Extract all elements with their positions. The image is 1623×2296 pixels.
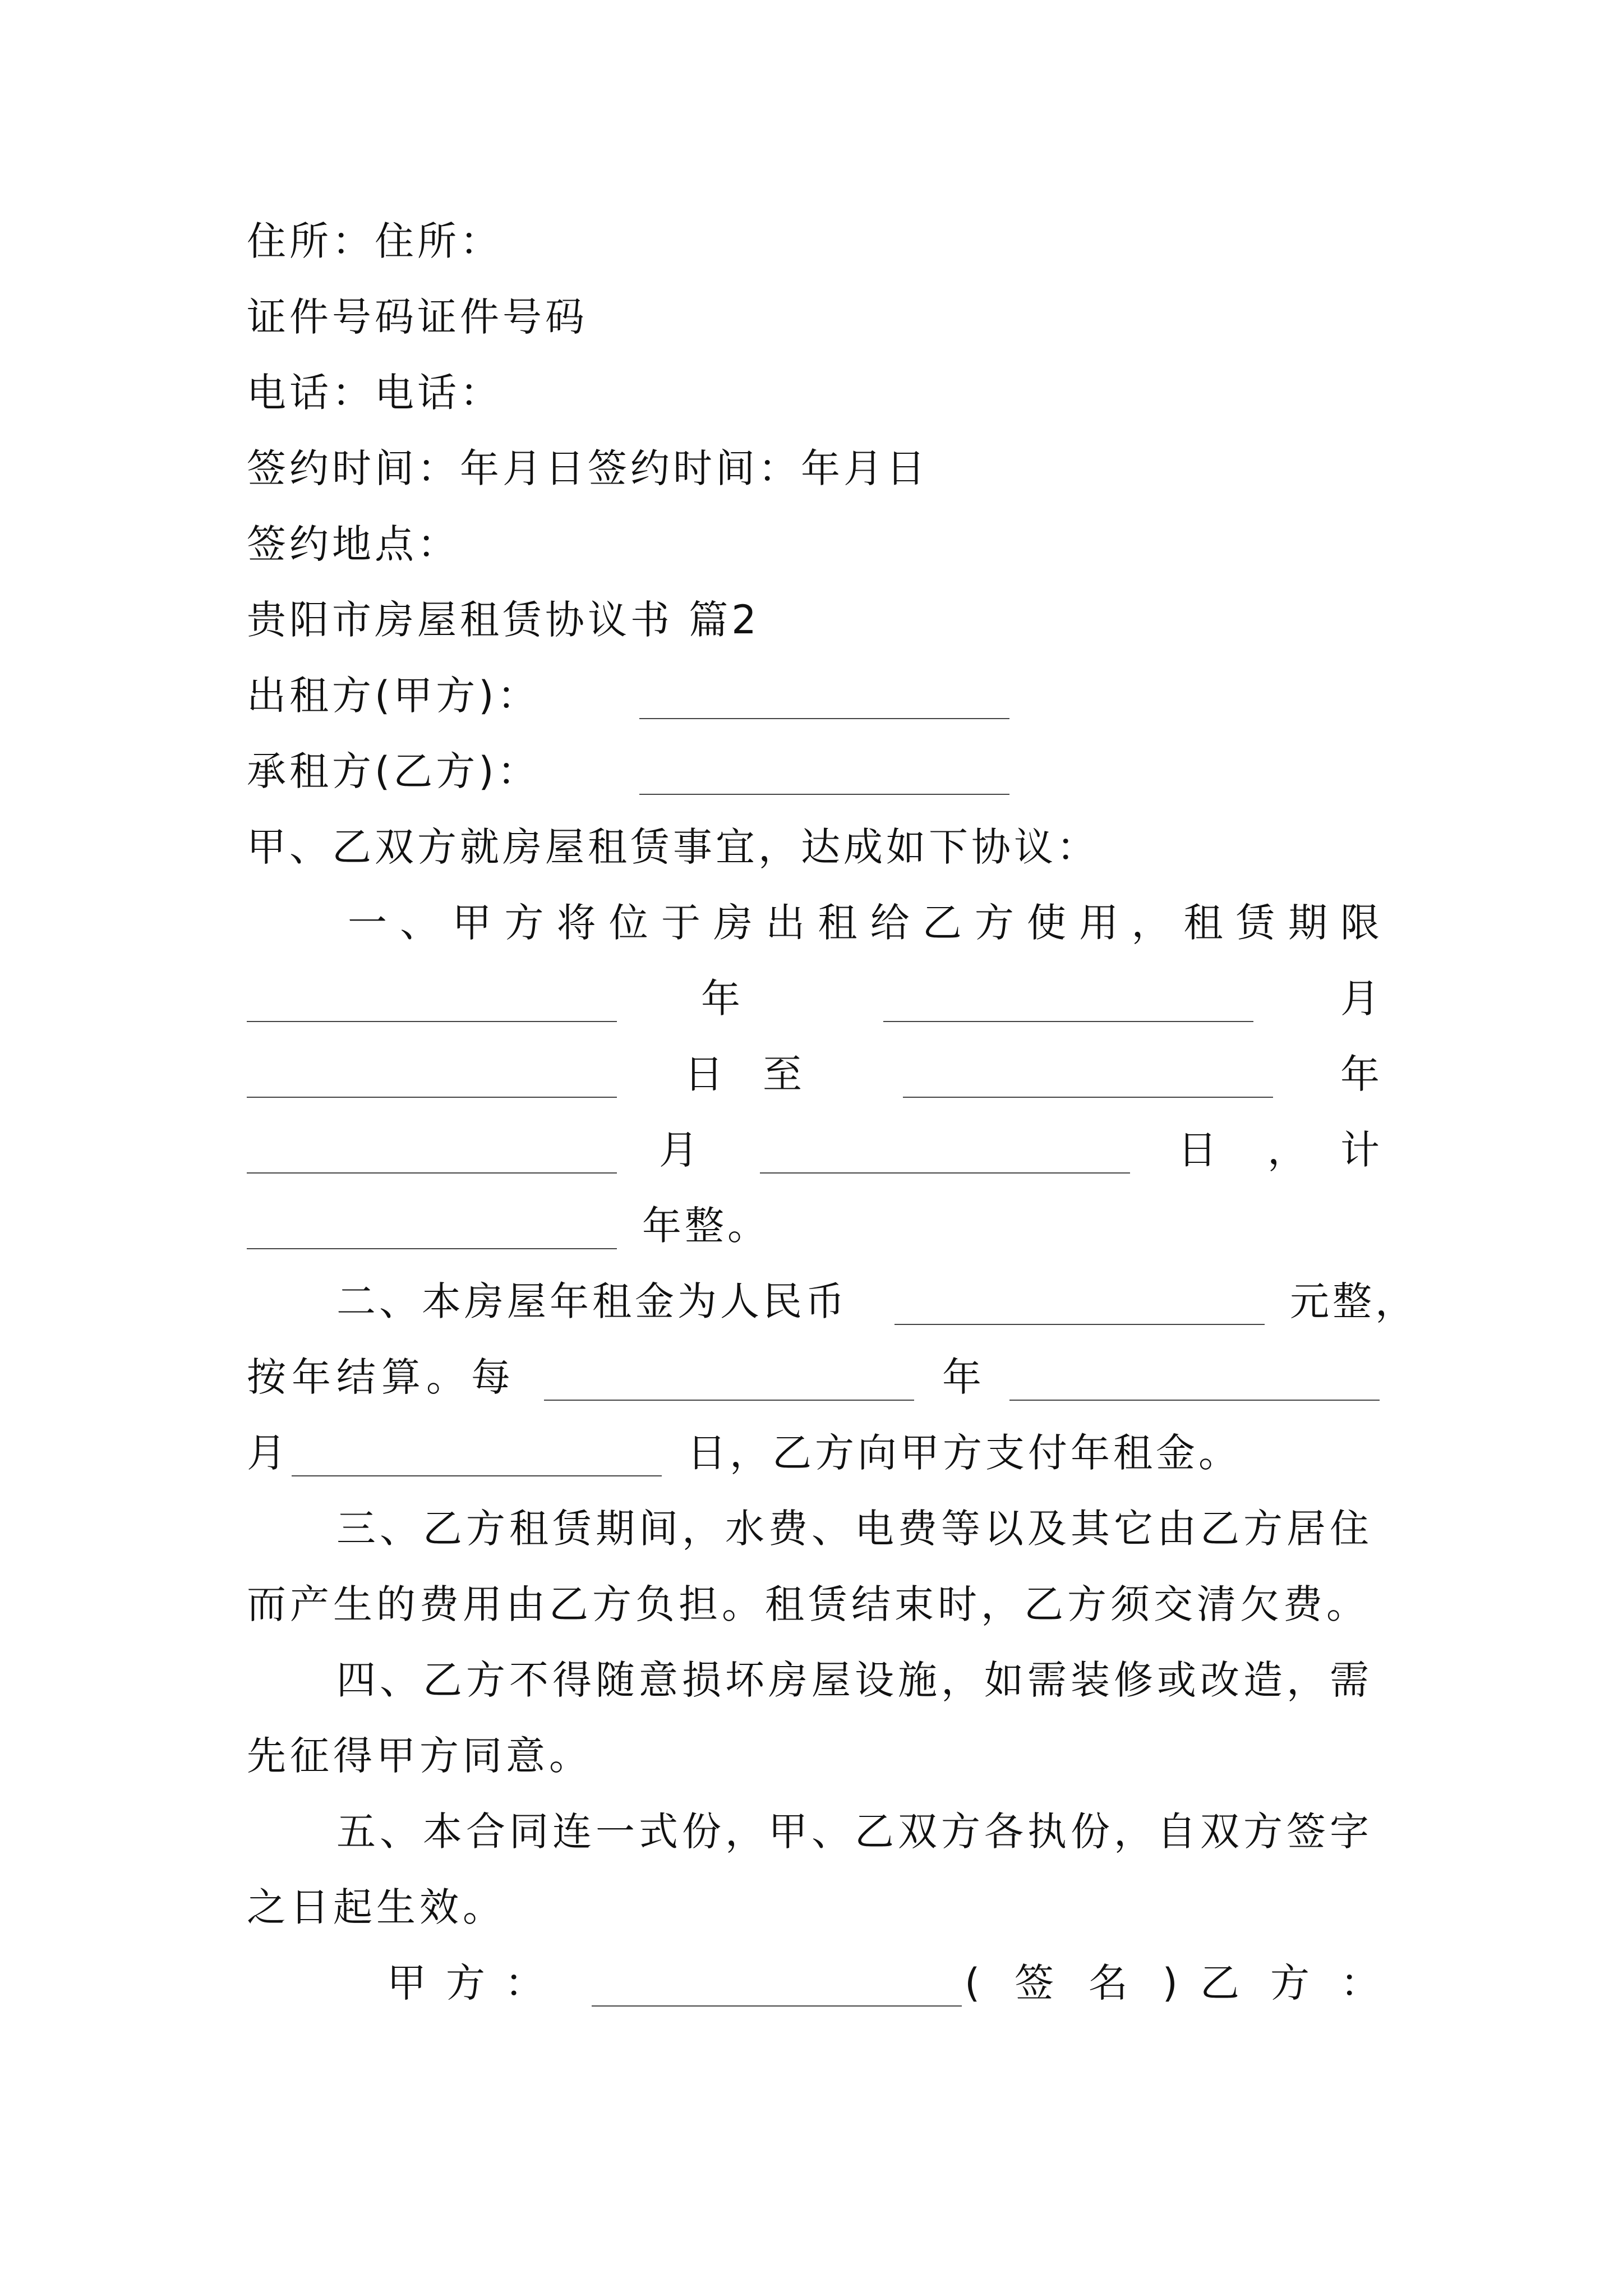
clause1-char: ，	[1131, 900, 1171, 946]
years-whole-label: 年整。	[642, 1203, 770, 1249]
clause3-line2: 而产生的费用由乙方负担。租赁结束时，乙方须交清欠费。	[247, 1581, 1370, 1627]
day-label: 日	[684, 1051, 723, 1097]
clause1-char: 使	[1027, 900, 1067, 946]
clause2-line1: 二、本房屋年租金为人民币	[336, 1278, 848, 1324]
clause1-char: 一	[348, 900, 387, 946]
address-line: 住所：住所：	[247, 218, 502, 264]
pay-day-blank	[292, 1475, 662, 1476]
party-a-label	[387, 1960, 544, 2006]
party-b-char: 乙	[1200, 1960, 1239, 2006]
year-label: 年	[701, 976, 740, 1022]
party-a-signature-blank	[592, 2005, 962, 2007]
lessee-label: 承租方(乙方)：	[247, 748, 540, 794]
party-b-char: ：	[1340, 1960, 1380, 2006]
party-b-label	[1200, 1960, 1380, 2006]
clause1-char: 将	[556, 900, 596, 946]
lessor-label: 出租方(甲方)：	[247, 673, 540, 719]
intro-line: 甲、乙双方就房屋租赁事宜，达成如下协议：	[247, 824, 1099, 870]
clause4-line2: 先征得甲方同意。	[247, 1733, 592, 1779]
total-label: 计	[1340, 1127, 1380, 1173]
lessee-blank	[639, 794, 1009, 795]
month-label: 月	[1340, 976, 1380, 1022]
day-label: 日	[1178, 1127, 1217, 1173]
end-month-blank	[247, 1172, 617, 1174]
comma: ，	[1267, 1127, 1307, 1173]
clause1-char: 、	[400, 900, 440, 946]
sign-char: (	[965, 1960, 980, 2006]
document-heading: 贵阳市房屋租赁协议书 篇2	[247, 597, 760, 643]
clause1-char: 期	[1288, 900, 1327, 946]
clause1-char: 方	[504, 900, 544, 946]
clause1-char: 出	[766, 900, 805, 946]
clause1-char: 于	[661, 900, 700, 946]
clause1-char: 租	[818, 900, 857, 946]
end-day-blank	[760, 1172, 1130, 1174]
sign-char: )	[1162, 1960, 1178, 2006]
party-a-char: 方	[446, 1960, 485, 2006]
party-b-char: 方	[1270, 1960, 1310, 2006]
clause1-line1	[348, 900, 1380, 946]
pay-month-day-blank	[1009, 1400, 1380, 1401]
clause1-char: 甲	[452, 900, 492, 946]
party-a-char: ：	[505, 1960, 544, 2006]
clause1-char: 给	[870, 900, 910, 946]
start-year-blank	[247, 1021, 617, 1022]
year-label: 年	[1340, 1051, 1380, 1097]
clause1-char: 限	[1340, 900, 1380, 946]
lessor-blank	[639, 718, 1009, 719]
party-a-char: 甲	[387, 1960, 426, 2006]
clause1-char: 方	[974, 900, 1014, 946]
clause2-line2: 按年结算。每	[247, 1354, 516, 1400]
sign-label	[965, 1960, 1178, 2006]
yuan-label: 元整，	[1290, 1278, 1418, 1324]
start-day-blank	[247, 1097, 617, 1098]
year-label: 年	[942, 1354, 981, 1400]
clause3-line1: 三、乙方租赁期间，水费、电费等以及其它由乙方居住	[336, 1506, 1373, 1552]
sign-char: 名	[1088, 1960, 1128, 2006]
month-label: 月	[659, 1127, 698, 1173]
clause5-line2: 之日起生效。	[247, 1884, 506, 1930]
sign-time-line: 签约时间：年月日签约时间：年月日	[247, 445, 929, 491]
to-label: 至	[763, 1051, 802, 1097]
clause1-char: 房	[713, 900, 753, 946]
pay-year-blank	[544, 1400, 914, 1401]
rent-amount-blank	[895, 1324, 1265, 1325]
sign-char: 签	[1015, 1960, 1054, 2006]
end-year-blank	[903, 1097, 1273, 1098]
clause1-char: 乙	[922, 900, 962, 946]
clause1-char: 租	[1183, 900, 1223, 946]
clause2-line3: 日，乙方向甲方支付年租金。	[687, 1430, 1241, 1476]
clause4-line1: 四、乙方不得随意损坏房屋设施，如需装修或改造，需	[336, 1657, 1373, 1703]
years-count-blank	[247, 1248, 617, 1249]
start-month-blank	[883, 1021, 1253, 1022]
clause5-line1: 五、本合同连一式份，甲、乙双方各执份，自双方签字	[336, 1809, 1373, 1855]
id-number-line: 证件号码证件号码	[247, 294, 588, 340]
clause1-char: 赁	[1235, 900, 1275, 946]
sign-place-line: 签约地点：	[247, 521, 460, 567]
clause1-char: 位	[608, 900, 648, 946]
phone-line: 电话：电话：	[247, 370, 502, 416]
month-label: 月	[247, 1430, 286, 1476]
clause1-char: 用	[1079, 900, 1119, 946]
